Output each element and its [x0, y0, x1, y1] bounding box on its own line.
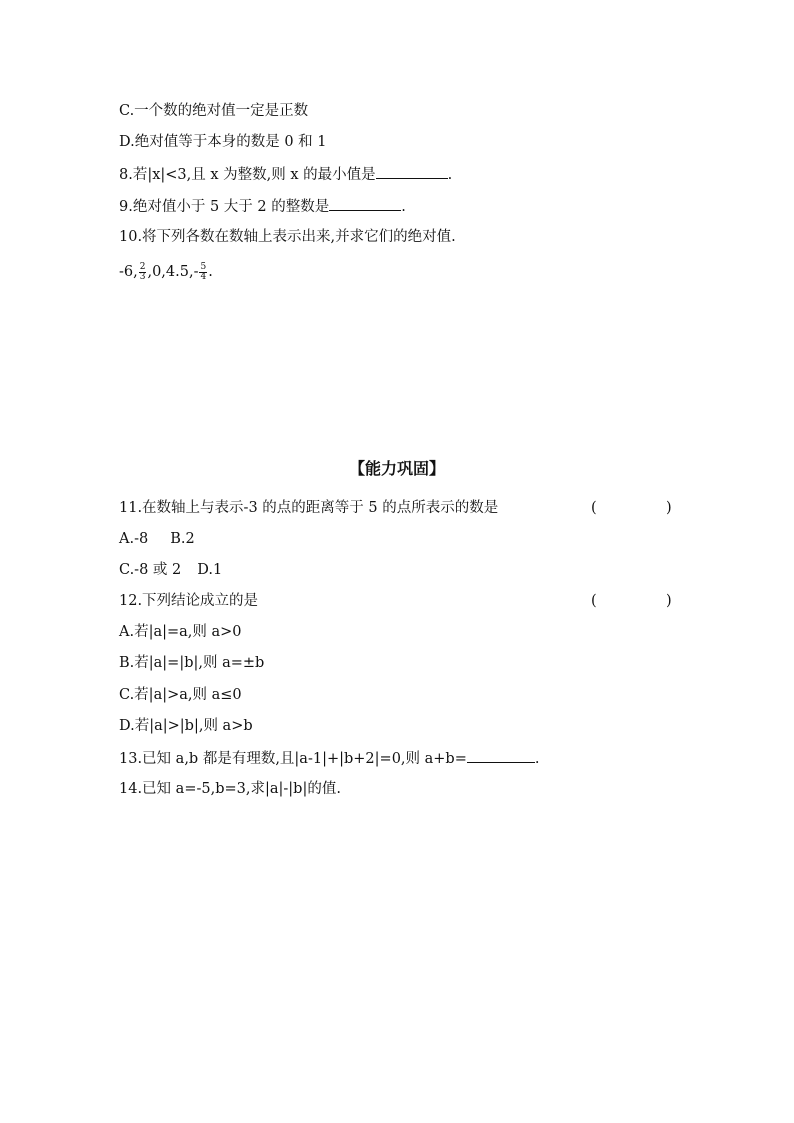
q13-answer-blank[interactable] — [467, 748, 535, 763]
q14-question: 14.已知 a=-5,b=3,求|a|-|b|的值. — [119, 781, 341, 797]
q7-option-d: D.绝对值等于本身的数是 0 和 1 — [119, 134, 327, 150]
q11-question: 11.在数轴上与表示-3 的点的距离等于 5 的点所表示的数是 — [119, 500, 499, 516]
q13-period: . — [534, 751, 540, 767]
q8-question — [119, 164, 452, 185]
q11-answer-slot[interactable] — [600, 498, 662, 518]
q12-question: 12.下列结论成立的是 — [119, 593, 259, 609]
section-title: 【能力巩固】 — [348, 459, 445, 478]
q11-options-row-1 — [119, 529, 195, 549]
q13-text: 13.已知 a,b 都是有理数,且|a-1|+|b+2|=0,则 a+b= — [119, 751, 467, 767]
q11-paren-open: ( — [591, 500, 597, 516]
q12-answer-slot[interactable] — [600, 591, 662, 611]
q10-fraction-five-fourths: $\frac{5}{4}$ — [200, 261, 207, 282]
q11-option-b: B.2 — [170, 531, 195, 547]
q9-period: . — [401, 199, 406, 215]
q12-option-a: A.若|a|=a,则 a>0 — [119, 624, 242, 640]
q10-question: 10.将下列各数在数轴上表示出来,并求它们的绝对值. — [119, 229, 456, 245]
q10-number-mid: ,0,4.5,- — [147, 264, 199, 280]
q9-text: 9.绝对值小于 5 大于 2 的整数是 — [119, 199, 330, 215]
q13-question — [119, 748, 539, 769]
q9-answer-blank[interactable] — [329, 196, 401, 211]
q10-fraction-two-thirds: $\frac{2}{3}$ — [139, 261, 146, 282]
q9-question — [119, 196, 406, 217]
q12-paren-open: ( — [591, 593, 597, 609]
q12-option-d: D.若|a|>|b|,则 a>b — [119, 718, 253, 734]
q11-paren-close: ) — [666, 500, 672, 516]
q10-number-1: -6, — [119, 264, 138, 280]
q11-option-a: A.-8 — [119, 531, 149, 547]
q12-paren-close: ) — [666, 593, 672, 609]
q10-numbers — [119, 260, 213, 284]
q11-options-row-2 — [119, 560, 222, 580]
q11-option-c: C.-8 或 2 — [119, 562, 182, 578]
q8-answer-blank[interactable] — [376, 164, 448, 179]
q10-number-end: . — [208, 264, 213, 280]
q11-option-d: D.1 — [197, 562, 223, 578]
q8-text: 8.若|x|<3,且 x 为整数,则 x 的最小值是 — [119, 167, 376, 183]
q7-option-c: C.一个数的绝对值一定是正数 — [119, 103, 309, 119]
q12-option-b: B.若|a|=|b|,则 a=±b — [119, 655, 265, 671]
q12-option-c: C.若|a|>a,则 a≤0 — [119, 687, 242, 703]
q8-period: . — [447, 167, 453, 183]
